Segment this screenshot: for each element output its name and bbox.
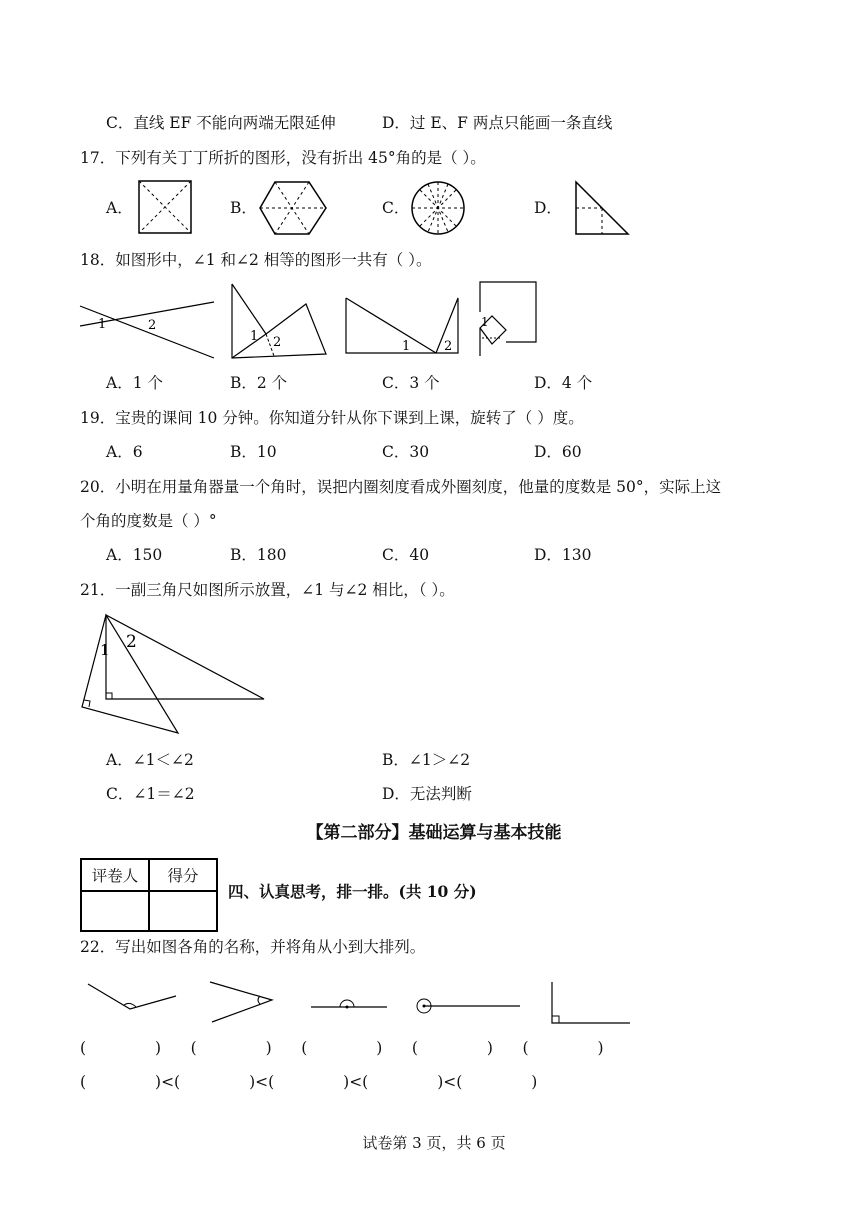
q21-set-square-figure: [80, 612, 270, 737]
q21-angle-1: 1: [100, 641, 110, 659]
q22-full-angle-figure: [414, 996, 524, 1016]
q19-option-d: D．60: [534, 443, 582, 461]
q22-acute-angle-figure: [208, 980, 278, 1024]
q18-fig3-angle-1: 1: [402, 339, 411, 354]
q17-stem: 17．下列有关丁丁所折的图形，没有折出 45°角的是（ ）。: [80, 149, 486, 167]
page-footer: 试卷第 3 页，共 6 页: [362, 1134, 506, 1152]
q18-figure-slope: [344, 296, 462, 356]
q21-option-a: A．∠1＜∠2: [106, 751, 194, 769]
q18-stem: 18．如图形中，∠1 和∠2 相等的图形一共有（ ）。: [80, 251, 432, 269]
q19-stem: 19．宝贵的课间 10 分钟。你知道分针从你下课到上课，旋转了（ ）度。: [80, 409, 584, 427]
q18-option-d: D．4 个: [534, 374, 593, 392]
score-table-score-header: 得分: [149, 859, 217, 891]
section4-title: 四、认真思考，排一排。(共 10 分): [228, 882, 477, 901]
q22-straight-angle-figure: [309, 994, 391, 1014]
q18-figure-crossing-lines: [80, 296, 215, 361]
q18-fig2-angle-2: 2: [273, 335, 282, 350]
q21-angle-2: 2: [126, 632, 137, 652]
q18-option-a: A．1 个: [106, 374, 163, 392]
q18-fig3-angle-2: 2: [444, 339, 453, 354]
q19-option-c: C．30: [382, 443, 430, 461]
q20-stem-line1: 20．小明在用量角器量一个角时，误把内圈刻度看成外圈刻度，他量的度数是 50°，实际上这: [80, 478, 722, 496]
q22-answer-blanks[interactable]: ( ) ( ) ( ) ( ) ( ): [80, 1039, 604, 1057]
score-table-score-cell[interactable]: [149, 891, 217, 931]
q18-fig2-angle-1: 1: [250, 329, 259, 344]
q18-fig1-angle-1: 1: [98, 317, 107, 332]
q18-fig1-angle-2: 2: [148, 318, 157, 333]
q20-option-c: C．40: [382, 546, 430, 564]
q17-circle-figure: [410, 180, 468, 238]
q17-label-c: C．: [382, 199, 410, 217]
q17-square-figure: [138, 180, 194, 236]
q19-option-a: A．6: [106, 443, 143, 461]
q20-option-d: D．130: [534, 546, 592, 564]
q17-label-b: B．: [230, 199, 257, 217]
q20-option-a: A．150: [106, 546, 163, 564]
q18-option-b: B．2 个: [230, 374, 288, 392]
q17-hexagon-figure: [258, 180, 328, 236]
q22-order-blanks[interactable]: ( )<( )<( )<( )<( ): [80, 1073, 538, 1091]
q18-option-c: C．3 个: [382, 374, 440, 392]
q18-figure-triangles: [228, 282, 330, 360]
q21-option-d: D．无法判断: [382, 785, 472, 803]
score-table-reviewer-header: 评卷人: [81, 859, 149, 891]
score-table-reviewer-cell[interactable]: [81, 891, 149, 931]
q17-triangle-figure: [574, 180, 632, 238]
q18-fig4-angle-1: 1: [481, 315, 489, 329]
q22-obtuse-angle-figure: [86, 980, 181, 1018]
q16-option-d: D．过 E、F 两点只能画一条直线: [382, 114, 613, 132]
q19-option-b: B．10: [230, 443, 277, 461]
q17-label-a: A．: [106, 199, 133, 217]
q22-right-angle-figure: [550, 980, 634, 1026]
q21-option-c: C．∠1＝∠2: [106, 785, 195, 803]
q16-option-c: C．直线 EF 不能向两端无限延伸: [106, 114, 336, 132]
score-table: [80, 858, 218, 932]
q18-figure-folded-square: [478, 280, 540, 360]
q17-label-d: D．: [534, 199, 562, 217]
q21-stem: 21．一副三角尺如图所示放置，∠1 与∠2 相比，（ ）。: [80, 581, 455, 599]
part2-title: 【第二部分】基础运算与基本技能: [306, 823, 562, 843]
q22-stem: 22．写出如图各角的名称，并将角从小到大排列。: [80, 938, 426, 956]
q20-stem-line2: 个角的度数是（ ）°: [80, 512, 217, 530]
q21-option-b: B．∠1＞∠2: [382, 751, 471, 769]
q20-option-b: B．180: [230, 546, 287, 564]
